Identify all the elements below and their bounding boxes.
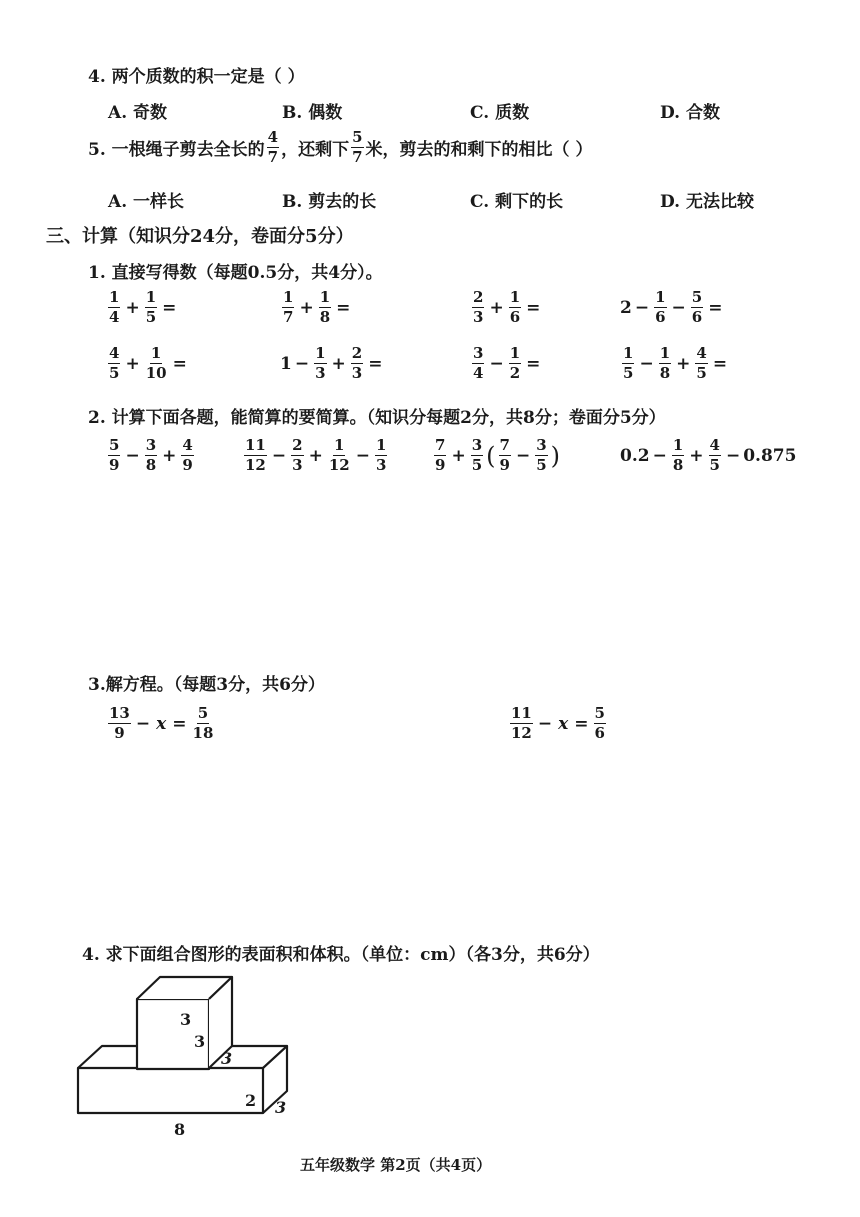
q5-option-b[interactable]: B. 剪去的长 — [282, 192, 377, 212]
section-3-sub-4: 4. 求下面组合图形的表面积和体积。（单位：cm）（各3分，共6分） — [82, 945, 600, 965]
question-5-stem — [88, 130, 592, 165]
section-3-sub-2: 2. 计算下面各题，能简算的要简算。（知识分每题2分，共8分；卷面分5分） — [88, 408, 666, 428]
cube-label-depth: 3 — [221, 1049, 233, 1068]
cube-label-width: 3 — [180, 1010, 192, 1029]
direct-expr-2: $\frac{1}{7}$ + $\frac{1}{8}$ = — [283, 288, 351, 326]
q5-suffix: 米，剪去的和剩下的相比（ ） — [365, 140, 593, 160]
cube-label-height: 3 — [194, 1032, 206, 1051]
q4-option-c[interactable]: C. 质数 — [470, 103, 530, 123]
calc-expr-2: $\frac{11}{12}$ − $\frac{2}{3}$ + $\frac{1}{12}$ − $\frac{1}{3}$ — [245, 436, 387, 474]
calc-expr-1: $\frac{5}{9}$ − $\frac{3}{8}$ + $\frac{4}{9}$ — [109, 436, 193, 474]
section-3-title: 三、计算（知识分24分，卷面分5分） — [46, 226, 354, 247]
direct-expr-3: $\frac{2}{3}$ + $\frac{1}{6}$ = — [473, 288, 541, 326]
q5-option-a[interactable]: A. 一样长 — [108, 192, 185, 212]
equation-2: $\frac{11}{12}$ − x = $\frac{5}{6}$ — [511, 704, 605, 742]
q4-option-d[interactable]: D. 合数 — [660, 103, 720, 123]
page-footer: 五年级数学 第2页（共4页） — [300, 1156, 492, 1174]
section-3-sub-1: 1. 直接写得数（每题0.5分，共4分）。 — [88, 263, 383, 283]
direct-expr-5: $\frac{4}{5}$ + $\frac{1}{10}$ = — [109, 344, 187, 382]
direct-expr-1: $\frac{1}{4}$ + $\frac{1}{5}$ = — [109, 288, 177, 326]
direct-expr-4: 2 − $\frac{1}{6}$ − $\frac{5}{6}$ = — [620, 288, 723, 326]
q5-middle: ，还剩下 — [281, 140, 350, 160]
base-label-width: 8 — [174, 1120, 186, 1139]
q5-fraction-cut: $\frac{4}{7}$ — [267, 128, 279, 166]
question-4-stem: 4. 两个质数的积一定是（ ） — [88, 67, 305, 87]
combined-solid-figure — [70, 965, 310, 1145]
calc-expr-3: $\frac{7}{9}$ + $\frac{3}{5}$ ( $\frac{7}{9}$ − $\frac{3}{5}$ ) — [435, 436, 560, 474]
q5-fraction-left: $\frac{5}{7}$ — [352, 128, 363, 166]
base-label-height: 2 — [245, 1091, 257, 1110]
q5-option-d[interactable]: D. 无法比较 — [660, 192, 754, 212]
direct-expr-8: $\frac{1}{5}$ − $\frac{1}{8}$ + $\frac{4}{5}$ = — [623, 344, 728, 382]
q5-option-c[interactable]: C. 剩下的长 — [470, 192, 564, 212]
section-3-sub-3: 3.解方程。（每题3分，共6分） — [88, 675, 325, 695]
direct-expr-7: $\frac{3}{4}$ − $\frac{1}{2}$ = — [473, 344, 541, 382]
q5-prefix: 5. 一根绳子剪去全长的 — [88, 140, 265, 160]
calc-expr-4: 0.2 − $\frac{1}{8}$ + $\frac{4}{5}$ − 0.875 — [620, 436, 797, 474]
base-label-depth: 3 — [275, 1098, 287, 1117]
direct-expr-6: 1 − $\frac{1}{3}$ + $\frac{2}{3}$ = — [280, 344, 383, 382]
q4-option-a[interactable]: A. 奇数 — [108, 103, 168, 123]
q4-option-b[interactable]: B. 偶数 — [282, 103, 343, 123]
equation-1: $\frac{13}{9}$ − x = $\frac{5}{18}$ — [109, 704, 214, 742]
base-front-face — [78, 1068, 263, 1113]
